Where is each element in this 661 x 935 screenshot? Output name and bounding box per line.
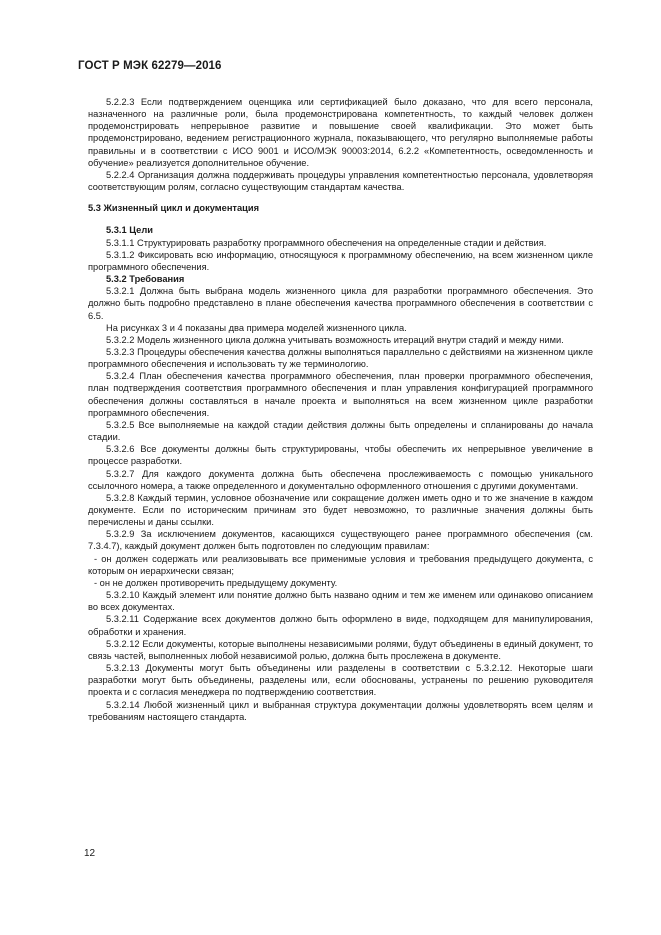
para-5-3-1-2: 5.3.1.2 Фиксировать всю информацию, относящуюся к программному обеспечению, на всем жизненном цикле программного обеспечения.	[88, 249, 593, 272]
subsection-heading-5-3-1: 5.3.1 Цели	[106, 225, 153, 236]
page-body	[88, 96, 593, 723]
para-5-3-1-1: 5.3.1.1 Структурировать разработку программного обеспечения на определенные стадии и действия.	[106, 237, 547, 248]
para-5-3-2-9: 5.3.2.9 За исключением документов, касающихся существующего ранее программного обеспечения (см. 7.3.4.7), каждый документ должен быть подготовлен по следующим правилам:	[88, 529, 593, 552]
para-5-3-2-6: 5.3.2.6 Все документы должны быть структурированы, чтобы обеспечить их непрерывное увеличение в процессе разработки.	[88, 444, 593, 467]
subsection-heading-5-3-2: 5.3.2 Требования	[106, 274, 185, 285]
para-5-3-2-7: 5.3.2.7 Для каждого документа должна быть обеспечена прослеживаемость с помощью уникального ссылочного номера, а также определенного и документально оформленного отношения с другими документами.	[88, 468, 593, 491]
standard-header: ГОСТ Р МЭК 62279—2016	[78, 60, 222, 72]
para-5-2-2-3: 5.2.2.3 Если подтверждением оценщика или сертификацией было доказано, что для всего персонала, назначенного на различные роли, была продемонстрирована компетентность, то каждый человек должен продемонстрировать непрерывное развитие и повышение своей квалификации. Это может быть продемонстрировано, ведением регистрационного журнала, показывающего, что регулярно выполняемые работы правильны и в соответствии с ИСО 9001 и ИСО/МЭК 90003:2014, 6.2.2 «Компетентность, осведомленность и обучение» реализуется дополнительное обучение.	[88, 97, 593, 168]
para-5-3-2-4: 5.3.2.4 План обеспечения качества программного обеспечения, план проверки программного обеспечения, план подтверждения соответствия программного обеспечения и план управления конфигурацией программного обеспечения должны составляться в начале проекта и выполняться на всем жизненном цикле разработки программного обеспечения.	[88, 371, 593, 418]
para-5-3-2-14: 5.3.2.14 Любой жизненный цикл и выбранная структура документации должны удовлетворять всем целям и требованиям настоящего стандарта.	[88, 699, 593, 722]
list-item: - он должен содержать или реализовывать все применимые условия и требования предыдущего документа, с которым он иерархически связан;	[88, 553, 593, 576]
para-5-3-2-10: 5.3.2.10 Каждый элемент или понятие должно быть названо одним и тем же именем или одинаково описанием во всех документах.	[88, 590, 593, 613]
para-5-3-2-12: 5.3.2.12 Если документы, которые выполнены независимыми ролями, будут объединены в единый документ, то связь частей, выполненных любой независимой ролью, должна быть прослежена в документе.	[88, 638, 593, 661]
para-figures-note: На рисунках 3 и 4 показаны два примера моделей жизненного цикла.	[106, 322, 407, 333]
para-5-3-2-13: 5.3.2.13 Документы могут быть объединены или разделены в соответствии с 5.3.2.12. Некоторые шаги разработки могут быть объединены, разделены или, если обоснованы, устранены по решению руководителя проекта и с согласия менеджера по подтверждению соответствия.	[88, 663, 593, 698]
section-heading-5-3: 5.3 Жизненный цикл и документация	[88, 203, 260, 214]
para-5-3-2-8: 5.3.2.8 Каждый термин, условное обозначение или сокращение должен иметь одно и то же значение в каждом документе. Если по историческим причинам это будет невозможно, то различные значения должны быть перечислены и даны ссылки.	[88, 492, 593, 528]
para-5-3-2-11: 5.3.2.11 Содержание всех документов должно быть оформлено в виде, подходящем для манипулирования, обработки и хранения.	[88, 614, 593, 637]
para-5-2-2-4: 5.2.2.4 Организация должна поддерживать процедуры управления компетентностью персонала, удовлетворяя соответствующим ролям, согласно существующим стандартам качества.	[88, 169, 593, 193]
page-number: 12	[84, 848, 96, 859]
para-5-3-2-3: 5.3.2.3 Процедуры обеспечения качества должны выполняться параллельно с действиями на жизненном цикле программного обеспечения и использовать ту же терминологию.	[88, 346, 593, 370]
para-5-3-2-5: 5.3.2.5 Все выполняемые на каждой стадии действия должны быть определены и спланированы до начала стадии.	[88, 419, 593, 443]
para-5-3-2-2: 5.3.2.2 Модель жизненного цикла должна учитывать возможность итераций внутри стадий и между ними.	[106, 334, 564, 345]
para-5-3-2-1: 5.3.2.1 Должна быть выбрана модель жизненного цикла для разработки программного обеспечения. Это должно быть подробно представлено в плане обеспечения качества программного обеспечения в соответствии с 6.5.	[88, 286, 593, 321]
list-item: - он не должен противоречить предыдущему документу.	[94, 577, 338, 588]
